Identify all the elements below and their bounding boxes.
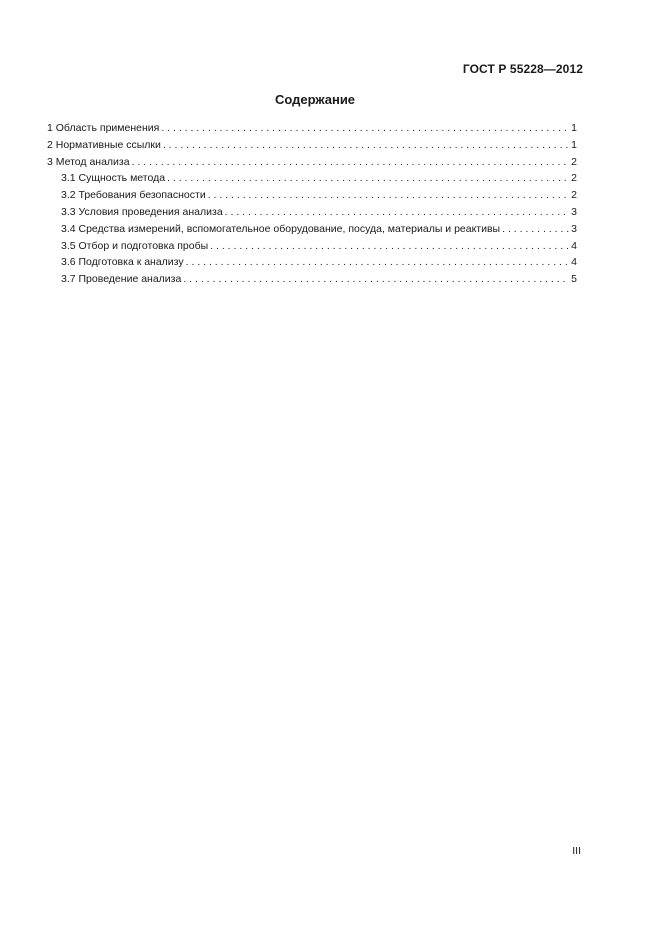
toc-leader-dots: [210, 238, 569, 255]
toc-entry-label: 3.7 Проведение анализа: [61, 273, 182, 286]
toc-entry-1[interactable]: [47, 120, 577, 137]
toc-title: Содержание: [274, 92, 356, 107]
toc-entry-label: 3.2 Требования безопасности: [61, 189, 206, 202]
toc-entry-page: 1: [571, 122, 577, 134]
toc-entry-page: 3: [571, 222, 577, 235]
toc-entry-3-1[interactable]: [47, 170, 577, 187]
toc-leader-dots: [163, 137, 569, 154]
toc-leader-dots: [167, 170, 569, 187]
toc-entry-label: 3.6 Подготовка к анализу: [61, 256, 184, 269]
toc-entry-page: 3: [571, 205, 577, 218]
toc-entry-page: 2: [571, 189, 577, 202]
page-number: III: [572, 845, 581, 857]
toc-entry-3-5[interactable]: [47, 238, 577, 255]
toc-entry-3-6[interactable]: [47, 254, 577, 271]
toc-entry-page: 4: [571, 256, 577, 269]
toc-entry-label: 3.5 Отбор и подготовка пробы: [61, 239, 209, 252]
toc-leader-dots: [186, 254, 569, 271]
toc-entry-page: 1: [571, 138, 577, 151]
toc-entry-3[interactable]: [47, 154, 577, 171]
toc-leader-dots: [132, 154, 569, 171]
toc-entry-page: 2: [571, 155, 577, 168]
toc-entry-page: 5: [571, 273, 577, 286]
toc-entry-label: 3.3 Условия проведения анализа: [61, 205, 223, 218]
toc-leader-dots: [183, 271, 569, 288]
toc-leader-dots: [161, 120, 569, 137]
toc-leader-dots: [502, 221, 569, 238]
toc-entry-3-2[interactable]: [47, 187, 577, 204]
toc-entry-label: 2 Нормативные ссылки: [47, 138, 161, 151]
toc-entry-label: 3 Метод анализа: [47, 155, 130, 168]
toc-entry-page: 2: [571, 172, 577, 185]
toc-entry-page: 4: [571, 239, 577, 252]
toc-entry-3-4[interactable]: [47, 221, 577, 238]
toc-leader-dots: [225, 204, 569, 221]
document-code: ГОСТ Р 55228—2012: [462, 62, 583, 76]
toc-entry-3-3[interactable]: [47, 204, 577, 221]
toc-entry-label: 1 Область применения: [47, 122, 160, 134]
toc-entry-3-7[interactable]: [47, 271, 577, 288]
toc-entry-label: 3.1 Сущность метода: [61, 172, 166, 185]
toc-entry-label: 3.4 Средства измерений, вспомогательное оборудование, посуда, материалы и реактивы: [61, 222, 501, 235]
toc-entry-2[interactable]: [47, 137, 577, 154]
table-of-contents: [47, 120, 577, 288]
toc-leader-dots: [208, 187, 569, 204]
